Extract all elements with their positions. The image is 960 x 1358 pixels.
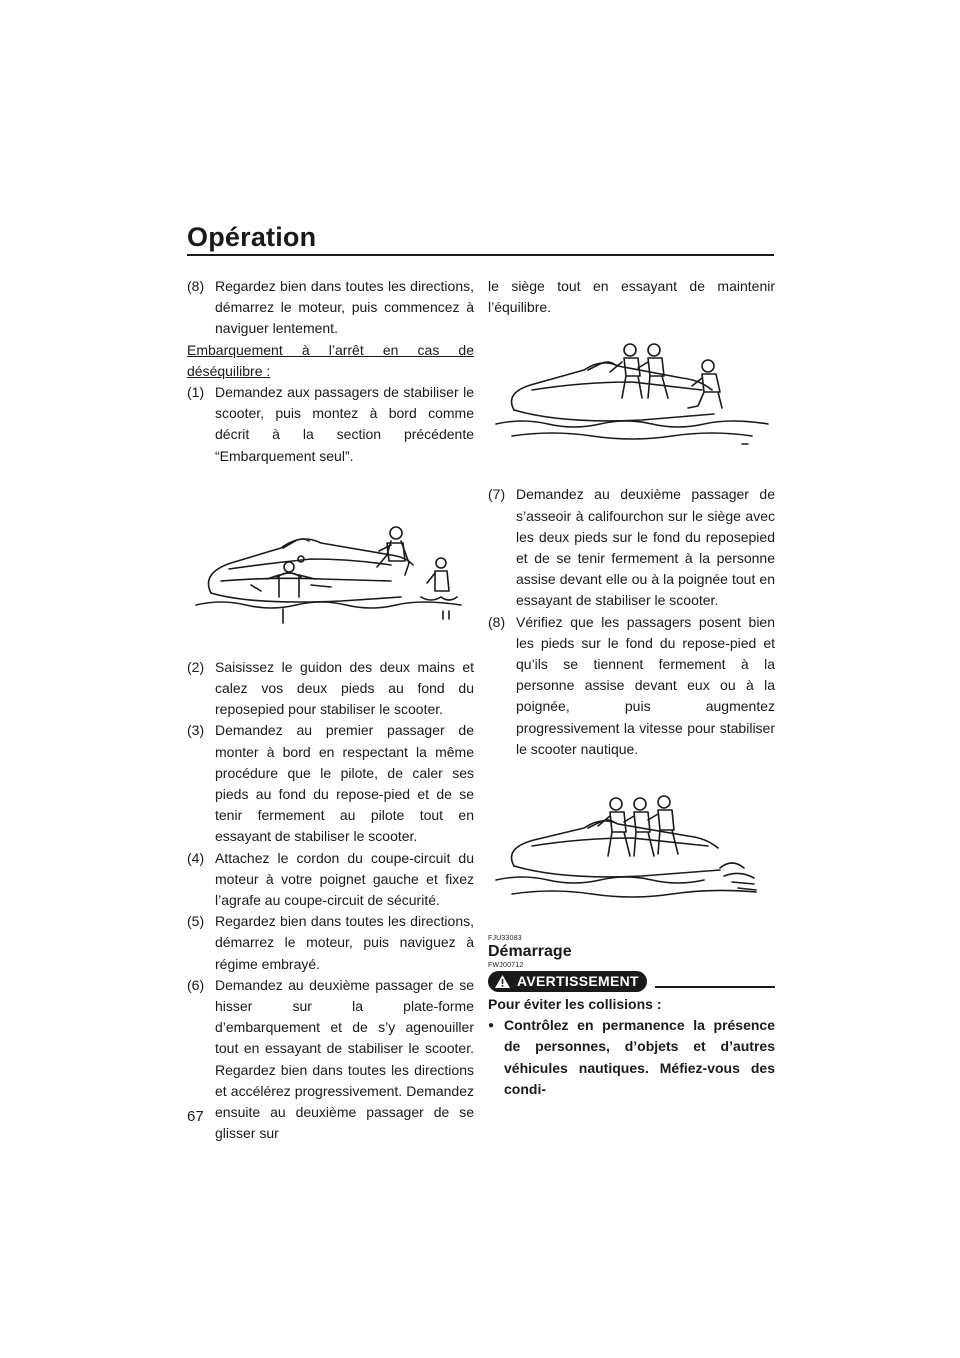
item-text: Regardez bien dans toutes les directions, démarrez le moteur, puis commencez à naviguer lentement. [215,278,474,337]
subheading: Embarquement à l’arrêt en cas de [187,341,474,358]
list-item [187,848,474,912]
item-text: Demandez au deuxième passager de s’asseoir à califourchon sur le siège avec les deux pieds sur le fond du reposepied et de se tenir fermement à la personne assise devant elle ou à la poignée tout en essayant de stabiliser le scooter. [516,486,775,609]
item-number: (8) [488,613,506,630]
warning-bullet [488,1015,775,1100]
list-item [488,484,775,611]
watercraft-kneeling-passenger-illustration [492,340,772,460]
left-column [187,276,474,1145]
title-rule [187,254,774,256]
warning-code: FWJ00712 [488,962,524,970]
list-item [488,612,775,760]
item-text: Demandez aux passagers de stabiliser le scooter, puis montez à bord comme décrit à la section précédente “Embarquement seul”. [215,384,474,464]
bullet-symbol: ● [488,1020,495,1032]
item-text: Saisissez le guidon des deux mains et calez vos deux pieds au fond du reposepied pour stabiliser le scooter. [215,658,474,718]
list-item [187,657,474,721]
list-item [187,911,474,975]
list-item [187,975,474,1145]
item-number: (2) [187,658,205,675]
item-text: Regardez bien dans toutes les directions, démarrez le moteur, puis naviguez à régime embrayé. [215,913,474,972]
list-item [187,382,474,467]
item-number: (5) [187,913,205,930]
warning-label: AVERTISSEMENT [517,972,639,989]
item-number: (1) [187,384,205,401]
right-column [488,276,775,1100]
list-item [187,720,474,847]
warning-intro: Pour éviter les collisions : [488,996,662,1013]
item-number: (8) [187,278,205,294]
section-code: FJU33083 [488,935,522,943]
paragraph-continuation: le siège tout en essayant de maintenir l’équilibre. [488,278,775,316]
item-number: (6) [187,976,205,993]
item-text: Demandez au premier passager de monter à bord en respectant la même procédure que le pilote, de caler ses pieds au fond du repose-pied et de se tenir fermement au pilote tout en essayant de stabiliser le scooter. [215,722,474,845]
page-number: 67 [187,1108,204,1125]
item-number: (7) [488,486,506,503]
item-number: (4) [187,849,205,866]
subheading-continued: déséquilibre : [187,362,271,379]
bullet-text: Contrôlez en permanence la présence de personnes, d’objets et d’autres véhicules nautiques. Méfiez-vous des condi- [504,1017,775,1097]
item-text: Demandez au deuxième passager de se hisser sur la plate-forme d’embarquement et de s’y agenouiller tout en essayant de stabiliser le scooter. Regardez bien dans toutes les directions et accélérez progressivement. Demandez ensuite au deuxième passager de se glisser sur [215,976,474,1142]
item-number: (3) [187,722,205,739]
section-title: Démarrage [488,943,572,961]
warning-triangle-icon [494,974,511,989]
page-title: Opération [187,222,317,252]
warning-header [488,971,775,992]
item-text: Attachez le cordon du coupe-circuit du moteur à votre poignet gauche et fixez l’agrafe au coupe-circuit de sécurité. [215,849,474,909]
warning-badge [488,971,647,992]
list-item [187,276,474,340]
item-text: Vérifiez que les passagers posent bien les pieds sur le fond du repose-pied et qu’ils se tiennent fermement à la personne assise devant eux ou à la poignée, puis augmentez progressivement la vitesse pour stabiliser le scooter nautique. [516,613,775,757]
watercraft-boarding-illustration [191,493,471,643]
warning-rule [655,986,775,988]
watercraft-three-riders-illustration [492,788,772,918]
